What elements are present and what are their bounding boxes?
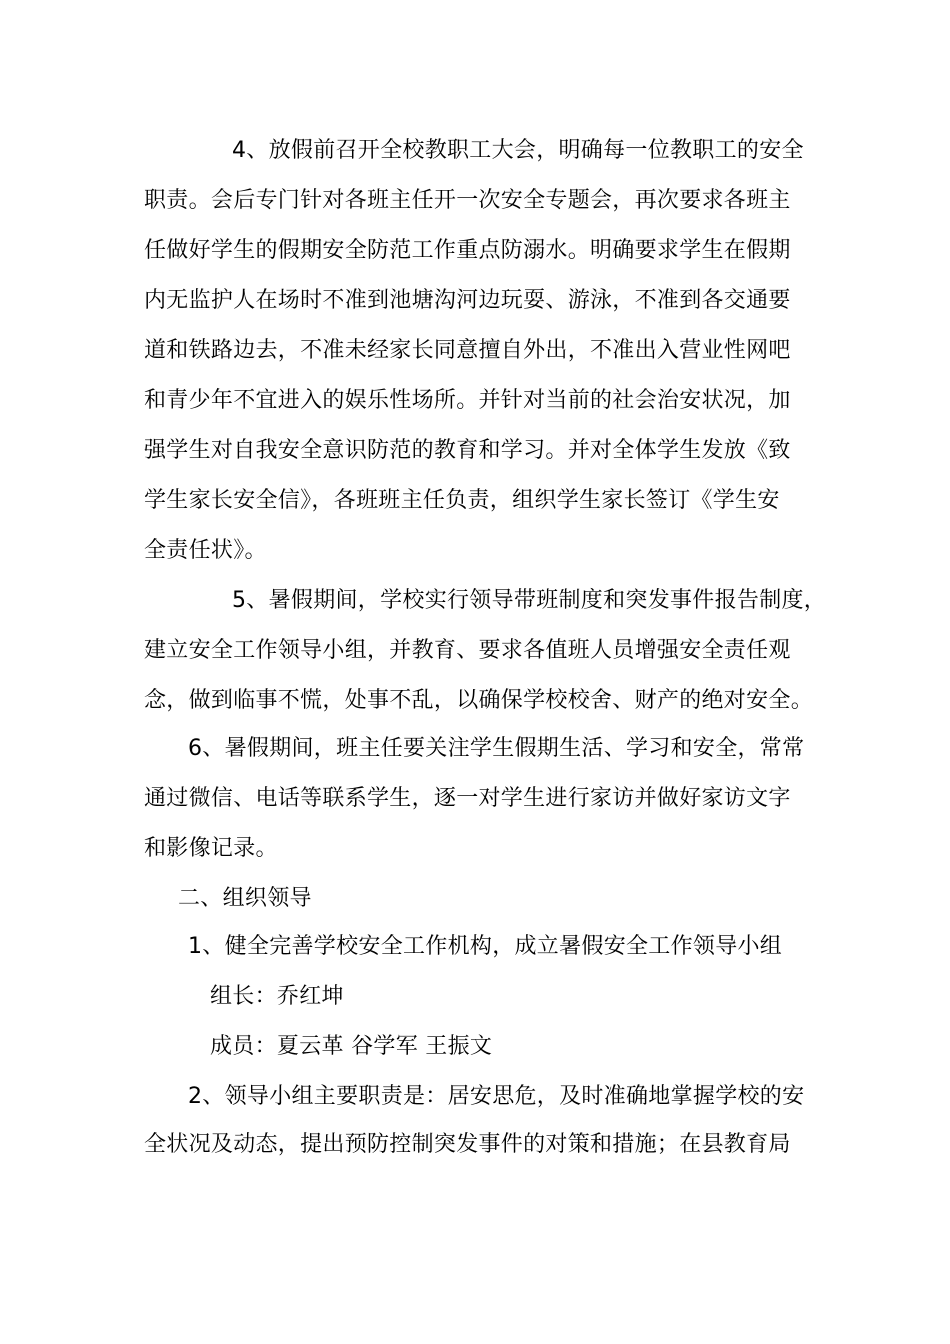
paragraph-4-line-7: 强学生对自我安全意识防范的教育和学习。并对全体学生发放《致 [144, 438, 791, 463]
paragraph-4-line-2: 职责。会后专门针对各班主任开一次安全专题会，再次要求各班主 [144, 188, 791, 213]
organization-item-1: 1、健全完善学校安全工作机构，成立暑假安全工作领导小组 [188, 934, 783, 959]
paragraph-4-line-5: 道和铁路边去，不准未经家长同意擅自外出，不准出入营业性网吧 [144, 338, 791, 363]
section-heading: 二、组织领导 [178, 886, 312, 911]
paragraph-5-line-2: 建立安全工作领导小组，并教育、要求各值班人员增强安全责任观 [144, 638, 791, 663]
paragraph-4-line-4: 内无监护人在场时不准到池塘沟河边玩耍、游泳，不准到各交通要 [144, 288, 791, 313]
paragraph-6-line-3: 和影像记录。 [144, 836, 278, 861]
paragraph-4-line-6: 和青少年不宜进入的娱乐性场所。并针对当前的社会治安状况，加 [144, 388, 791, 413]
paragraph-4-line-8: 学生家长安全信》，各班班主任负责，组织学生家长签订《学生安 [144, 488, 780, 513]
organization-item-2-line-1: 2、领导小组主要职责是：居安思危，及时准确地掌握学校的安 [188, 1084, 805, 1109]
paragraph-6-line-2: 通过微信、电话等联系学生，逐一对学生进行家访并做好家访文字 [144, 786, 791, 811]
paragraph-4-line-9: 全责任状》。 [144, 538, 267, 563]
team-members: 成员：夏云革 谷学军 王振文 [210, 1034, 493, 1059]
team-leader: 组长：乔红坤 [210, 984, 344, 1009]
organization-item-2-line-2: 全状况及动态，提出预防控制突发事件的对策和措施；在县教育局 [144, 1132, 791, 1157]
paragraph-6-line-1: 6、暑假期间，班主任要关注学生假期生活、学习和安全，常常 [188, 736, 805, 761]
paragraph-5-line-3: 念，做到临事不慌，处事不乱，以确保学校校舍、财产的绝对安全。 [144, 688, 814, 713]
paragraph-5-line-1: 5、暑假期间，学校实行领导带班制度和突发事件报告制度， [232, 588, 827, 613]
paragraph-4-line-1: 4、放假前召开全校教职工大会，明确每一位教职工的安全 [232, 138, 804, 163]
paragraph-4-line-3: 任做好学生的假期安全防范工作重点防溺水。明确要求学生在假期 [144, 238, 791, 263]
